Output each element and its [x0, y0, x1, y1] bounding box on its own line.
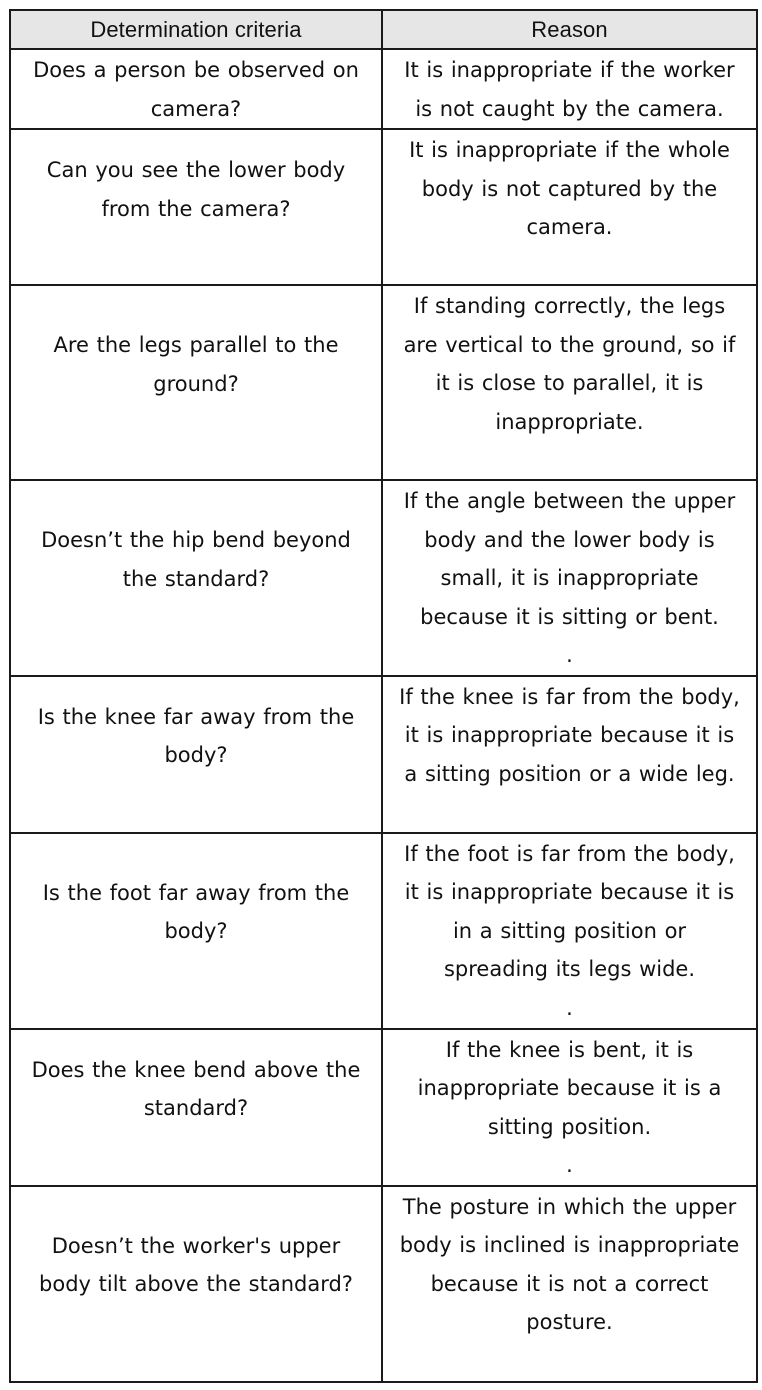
reason-cell	[382, 833, 757, 1029]
reason-cell	[382, 676, 757, 833]
reason-cell	[382, 129, 757, 285]
table-row	[10, 676, 757, 833]
table-row	[10, 285, 757, 480]
criteria-text: Are the legs parallel to the ground?	[53, 333, 339, 396]
criteria-cell	[10, 49, 382, 129]
criteria-cell	[10, 833, 382, 1029]
reason-cell	[382, 49, 757, 129]
table-row	[10, 129, 757, 285]
table-row	[10, 1029, 757, 1186]
table-row	[10, 833, 757, 1029]
criteria-text: Doesn’t the hip bend beyond the standard?	[41, 528, 351, 591]
table-row	[10, 1186, 757, 1382]
criteria-text: Does the knee bend above the standard?	[31, 1057, 361, 1120]
criteria-cell	[10, 1186, 382, 1382]
reason-text: If the angle between the upper body and the lower body is small, it is inappropriate because it is sitting or bent. .	[403, 489, 736, 667]
criteria-cell	[10, 676, 382, 833]
criteria-text: Doesn’t the worker's upper body tilt above the standard?	[39, 1233, 353, 1296]
header-row	[10, 10, 757, 49]
reason-text: If the knee is far from the body, it is inappropriate because it is a sitting position or a wide leg.	[399, 684, 740, 786]
table-row	[10, 480, 757, 676]
criteria-cell	[10, 129, 382, 285]
reason-text: The posture in which the upper body is inclined is inappropriate because it is not a correct posture.	[399, 1194, 740, 1334]
criteria-text: Is the foot far away from the body?	[42, 880, 350, 943]
reason-cell	[382, 480, 757, 676]
criteria-cell	[10, 1029, 382, 1186]
reason-text: If the knee is bent, it is inappropriate because it is a sitting position. .	[417, 1037, 722, 1177]
criteria-cell	[10, 285, 382, 480]
reason-cell	[382, 1029, 757, 1186]
criteria-text: Is the knee far away from the body?	[37, 704, 355, 767]
reason-text: If the foot is far from the body, it is inappropriate because it is in a sitting position or spreading its legs wide. .	[404, 841, 735, 1020]
criteria-text: Can you see the lower body from the camera?	[46, 158, 346, 221]
header-criteria: Determination criteria	[10, 10, 382, 49]
header-reason: Reason	[382, 10, 757, 49]
table-row	[10, 49, 757, 129]
reason-cell	[382, 285, 757, 480]
reason-cell	[382, 1186, 757, 1382]
criteria-cell	[10, 480, 382, 676]
reason-text: It is inappropriate if the worker is not caught by the camera.	[404, 58, 735, 121]
criteria-text: Does a person be observed on camera?	[33, 58, 359, 121]
reason-text: If standing correctly, the legs are vertical to the ground, so if it is close to parallel, it is inappropriate.	[403, 294, 736, 434]
criteria-table	[9, 9, 758, 1383]
reason-text: It is inappropriate if the whole body is not captured by the camera.	[409, 138, 730, 239]
